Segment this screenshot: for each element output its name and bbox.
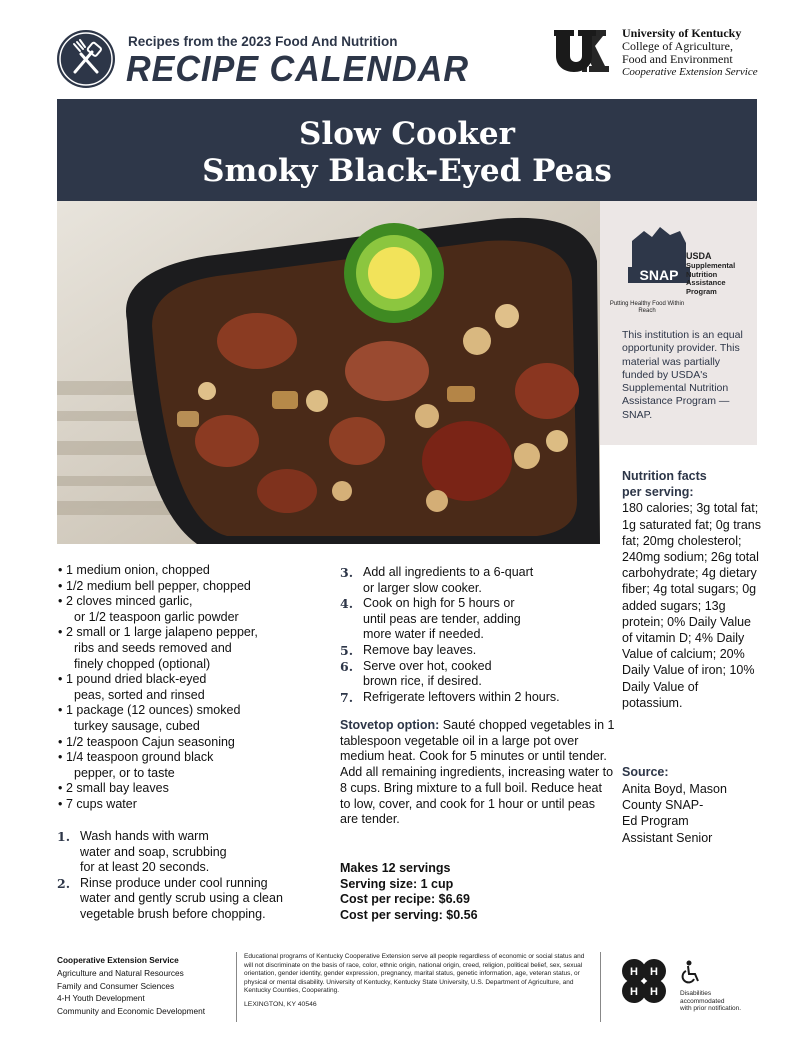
calendar-subtitle: Recipes from the 2023 Food And Nutrition — [128, 34, 398, 49]
recipe-title-line1: Slow Cooker — [299, 116, 515, 152]
snap-program-name — [686, 262, 735, 296]
disabilities-notice — [680, 990, 760, 1013]
nutrition-text: 180 calories; 3g total fat; 1g saturated fat; 0g trans fat; 20mg cholesterol; 240mg sodium; 26g total carbohydrate; 4g dietary fiber; 4g total sugars; 0g added sugars; 13g protein; 0% Daily Value of vitamin D; 4% Daily Value of calcium; 20% Daily Value of iron; 10% Daily Value of potassium. — [622, 501, 761, 710]
disabilities-line3: with prior notification. — [680, 1005, 742, 1012]
recipe-photo — [57, 201, 600, 544]
ingredient-item: • 1 package (12 ounces) smoked turkey sausage, cubed — [58, 703, 333, 734]
utensils-logo — [57, 30, 115, 88]
step-item: 3. Add all ingredients to a 6-quart or larger slow cooker. — [340, 565, 534, 595]
recipe-title-band — [57, 99, 757, 201]
steps-list-right — [340, 565, 610, 705]
footer-legal — [244, 953, 592, 1010]
snap-program-line1: Supplemental — [686, 261, 736, 270]
uk-logo-icon — [552, 28, 612, 74]
step-number: 4. — [340, 596, 354, 612]
stovetop-heading: Stovetop option: — [340, 718, 440, 732]
extension-service: Cooperative Extension Service — [622, 66, 758, 78]
nutrition-facts — [622, 468, 762, 711]
legal-text: Educational programs of Kentucky Cooperative Extension serve all people regardless of economic or social status and will not discriminate on the basis of race, color, ethnic origin, national origin, creed, religion, political belief, sex, sexual orientation, gender identity, gender expression, pregnancy, marital status, genetic information, age, veteran status, or physical or mental disability. University of Kentucky, Kentucky State University, U.S. Department of Agriculture, and Kentucky Counties, Cooperating. — [244, 953, 585, 995]
footer-org: Cooperative Extension Service — [57, 955, 179, 965]
disabilities-line1: Disabilities — [680, 990, 712, 997]
black-eyed-peas-bowl-image — [57, 201, 600, 544]
4h-clover-icon — [616, 953, 672, 1009]
step-number: 3. — [340, 565, 354, 580]
snap-program-line4: Program — [686, 286, 717, 296]
footer-programs — [57, 954, 227, 1018]
svg-text:H: H — [630, 986, 638, 998]
cost-per-serving: Cost per serving: $0.56 — [340, 908, 478, 923]
footer-divider — [236, 952, 237, 1022]
university-name: University of Kentucky — [622, 26, 742, 40]
ingredient-item: • 2 small or 1 large jalapeno pepper, ribs and seeds removed and finely chopped (optional) — [58, 625, 333, 672]
step-number: 7. — [340, 689, 354, 705]
ingredient-item: • 2 cloves minced garlic, or 1/2 teaspoon garlic powder — [58, 594, 333, 625]
serving-size: Serving size: 1 cup — [340, 876, 454, 891]
ingredient-item: • 1/2 teaspoon Cajun seasoning — [58, 735, 333, 751]
source-text — [622, 781, 757, 846]
cost-per-recipe: Cost per recipe: $6.69 — [340, 892, 470, 907]
fork-spatula-icon — [57, 30, 115, 88]
nutrition-heading-line1: Nutrition facts — [622, 469, 707, 483]
snap-tagline: Putting Healthy Food Within Reach — [609, 301, 685, 314]
source-line4: Assistant Senior — [622, 830, 713, 845]
wheelchair-accessibility-icon — [681, 960, 701, 984]
step-item: 4. Cook on high for 5 hours or until peas are tender, adding more water if needed. — [340, 596, 521, 642]
ingredients-list — [58, 563, 333, 813]
yield-info — [340, 861, 600, 924]
source-line2: County SNAP- — [622, 798, 704, 813]
footer-area: Community and Economic Development — [57, 1006, 206, 1017]
ingredient-item: • 1 medium onion, chopped — [58, 563, 333, 579]
footer-area: Family and Consumer Sciences — [57, 980, 175, 991]
source-line3: Ed Program — [622, 814, 689, 829]
college-name-2: Food and Environment — [622, 52, 733, 66]
step-item: 7. Refrigerate leftovers within 2 hours. — [340, 689, 560, 705]
snap-usda-label: USDA — [686, 251, 712, 261]
svg-text:H: H — [650, 986, 658, 998]
svg-text:H: H — [630, 966, 638, 978]
svg-text:SNAP: SNAP — [639, 267, 679, 283]
step-item: 1. Wash hands with warm water and soap, scrubbing for at least 20 seconds. — [57, 829, 227, 875]
recipe-title-line2: Smoky Black-Eyed Peas — [202, 153, 612, 189]
ingredient-item: • 1 pound dried black-eyed peas, sorted and rinsed — [58, 672, 333, 703]
snap-panel — [600, 201, 757, 445]
step-number: 6. — [340, 658, 354, 674]
source-line1: Anita Boyd, Mason — [622, 782, 727, 796]
step-item: 6. Serve over hot, cooked brown rice, if desired. — [340, 658, 492, 689]
snap-program-line3: Assistance — [686, 278, 726, 287]
footer-area: 4-H Youth Development — [57, 993, 145, 1004]
snap-disclaimer: This institution is an equal opportunity provider. This material was partially funded by USDA's Supplemental Nutrition Assistance Program — SNAP. — [622, 329, 743, 421]
servings-count: Makes 12 servings — [340, 861, 451, 875]
step-item: 5. Remove bay leaves. — [340, 642, 477, 658]
calendar-title: RECIPE CALENDAR — [126, 48, 469, 89]
step-number: 5. — [340, 642, 354, 658]
nutrition-heading-line2: per serving: — [622, 485, 694, 500]
university-block — [622, 27, 758, 79]
snap-program-line2: Nutrition — [686, 269, 718, 279]
footer-divider — [600, 952, 601, 1022]
step-item: 2. Rinse produce under cool running water and gently scrub using a clean vegetable brush before chopping. — [57, 875, 283, 921]
ingredient-item: • 2 small bay leaves — [58, 781, 333, 797]
step-number: 2. — [57, 875, 71, 891]
ingredient-item: • 1/2 medium bell pepper, chopped — [58, 579, 333, 595]
svg-text:H: H — [650, 966, 658, 978]
disabilities-line2: accommodated — [680, 997, 725, 1005]
ingredient-item: • 7 cups water — [58, 797, 333, 813]
college-name: College of Agriculture, — [622, 39, 733, 53]
ingredient-item: • 1/4 teaspoon ground black pepper, or to taste — [58, 750, 333, 781]
stovetop-text: Sauté chopped vegetables in 1 tablespoon vegetable oil in a large pot over medium heat. Cook for 5 minutes or until tender. Add all remaining ingredients, increasing water to 8 cups. Bring mixture to a full boil. Reduce heat to low, cover, and cook for 1 hour or until peas are tender. — [340, 718, 615, 827]
stovetop-option — [340, 718, 615, 828]
steps-list-left — [57, 829, 312, 923]
snap-logo-icon — [624, 223, 694, 295]
footer-area: Agriculture and Natural Resources — [57, 967, 184, 978]
source-heading: Source: — [622, 765, 669, 779]
footer-address: LEXINGTON, KY 40546 — [244, 1000, 317, 1008]
step-number: 1. — [57, 829, 71, 844]
